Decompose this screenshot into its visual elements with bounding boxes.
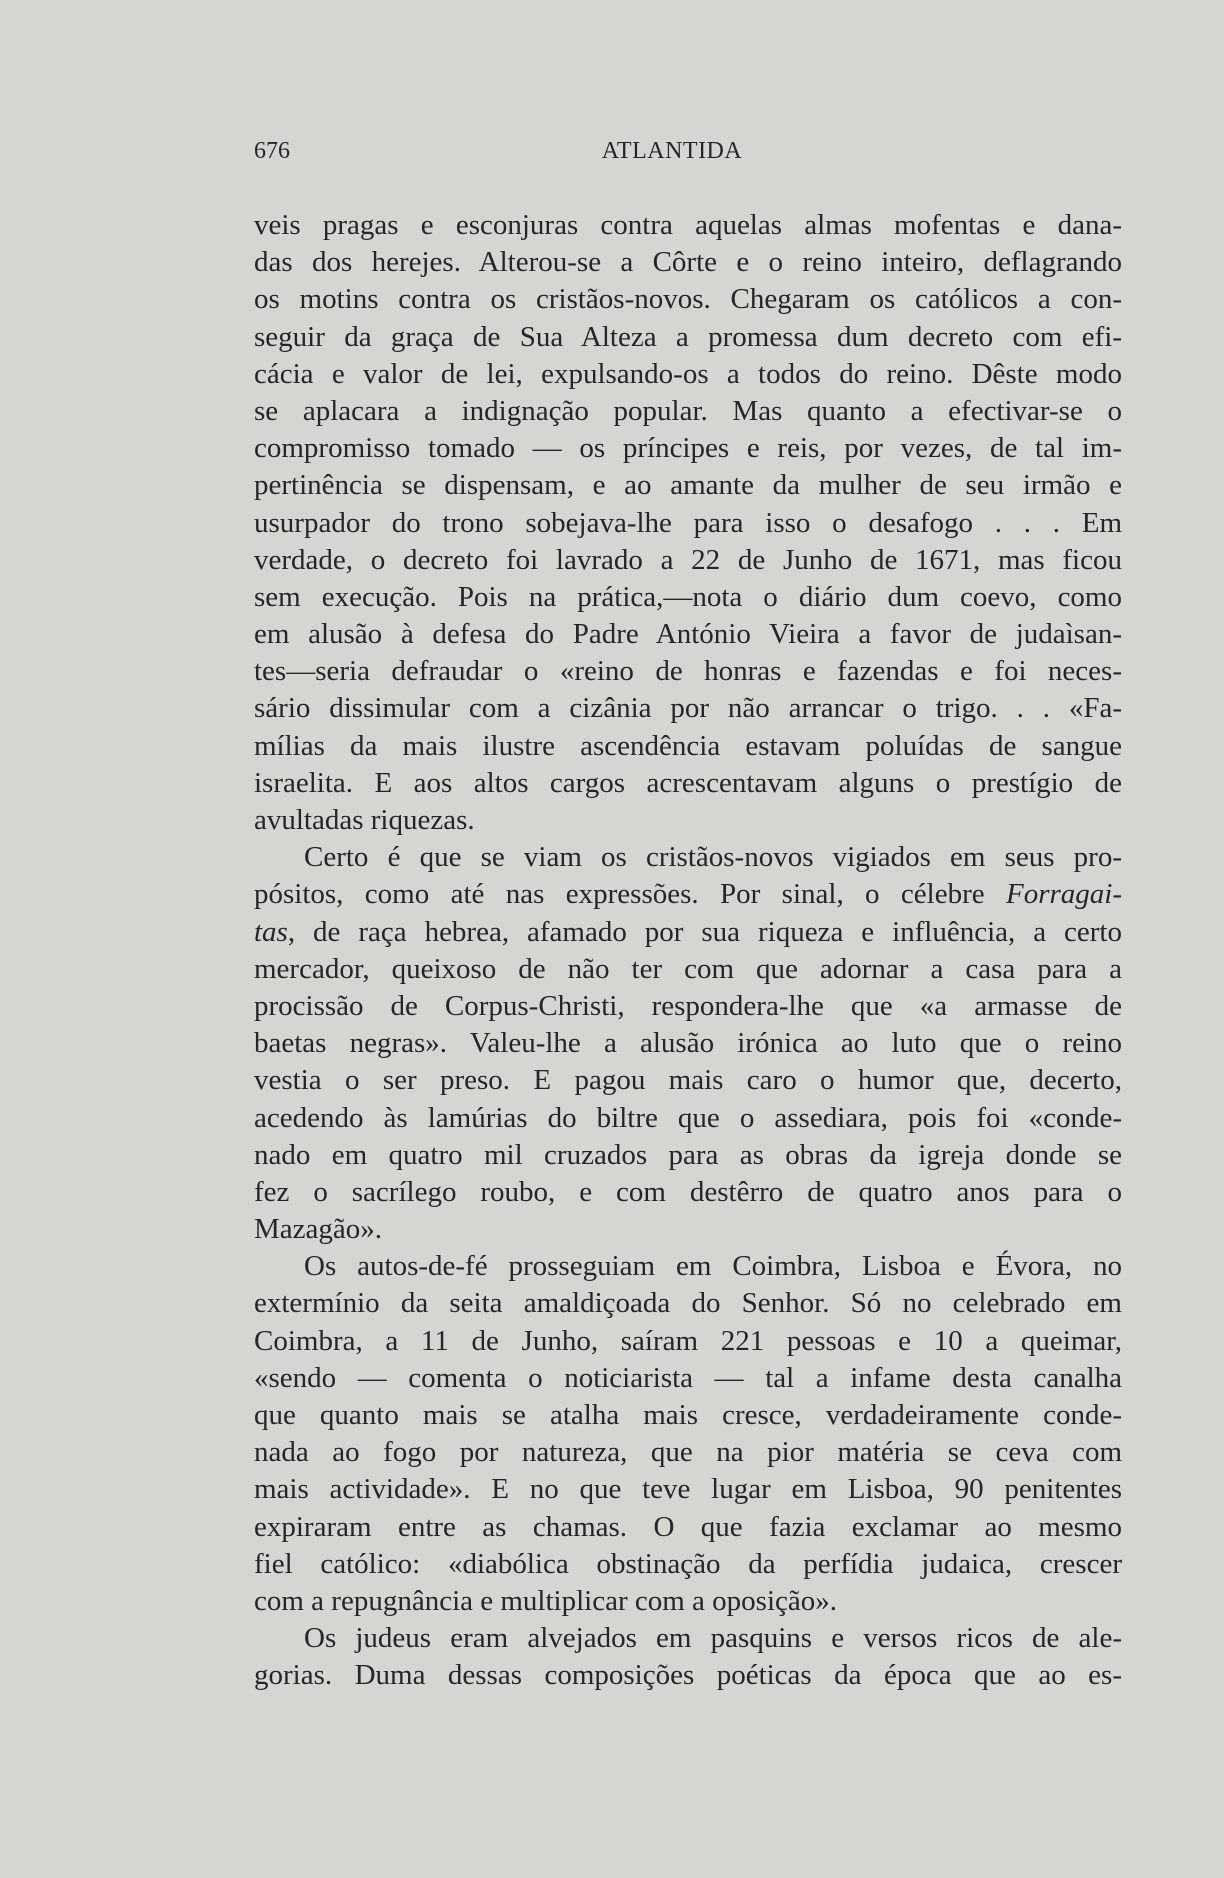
text-line — [254, 1657, 1122, 1694]
page-header — [254, 138, 1122, 170]
text-run: mais actividade». E no que teve lugar em Lisboa, 90 penitentes — [254, 1473, 1122, 1506]
text-line — [254, 393, 1122, 430]
text-run: seguir da graça de Sua Alteza a promessa dum decreto com efi- — [254, 320, 1122, 353]
text-run: veis pragas e esconjuras contra aquelas almas mofentas e dana- — [254, 209, 1122, 241]
text-run: mílias da mais ilustre ascendência estavam poluídas de sangue — [254, 729, 1122, 762]
text-line — [254, 1509, 1122, 1546]
text-line — [254, 1471, 1122, 1508]
text-run: mercador, queixoso de não ter com que adornar a casa para a — [254, 952, 1122, 985]
text-line — [254, 988, 1122, 1025]
running-title: ATLANTIDA — [601, 138, 743, 164]
text-line — [254, 914, 1122, 951]
text-run: nado em quatro mil cruzados para as obras da igreja donde se — [254, 1138, 1122, 1171]
text-line — [254, 319, 1122, 356]
text-line — [254, 1434, 1122, 1471]
text-line — [254, 505, 1122, 542]
text-line — [254, 1360, 1122, 1397]
text-run: fez o sacrílego roubo, e com destêrro de quatro anos para o — [254, 1175, 1122, 1208]
text-run: fiel católico: «diabólica obstinação da perfídia judaica, crescer — [254, 1547, 1122, 1580]
text-run: tes—seria defraudar o «reino de honras e fazendas e foi neces- — [254, 655, 1122, 688]
text-line — [254, 356, 1122, 393]
text-run: baetas negras». Valeu-lhe a alusão irónica ao luto que o reino — [254, 1027, 1122, 1060]
text-run: pósitos, como até nas expressões. Por sinal, o célebre — [254, 878, 1006, 911]
text-run: em alusão à defesa do Padre António Vieira a favor de judaìsan- — [254, 618, 1122, 651]
text-line — [254, 1285, 1122, 1322]
text-line — [254, 1546, 1122, 1583]
text-line — [254, 1100, 1122, 1137]
text-line — [254, 579, 1122, 616]
text-run: procissão de Corpus-Christi, respondera-lhe que «a armasse de — [254, 989, 1122, 1022]
text-run: se aplacara a indignação popular. Mas quanto a efectivar-se o — [254, 394, 1122, 427]
text-line — [254, 430, 1122, 467]
text-run: sem execução. Pois na prática,—nota o diário dum coevo, como — [254, 580, 1122, 613]
text-run: Os autos-de-fé prosseguiam em Coimbra, Lisboa e Évora, no — [304, 1250, 1122, 1283]
text-line — [254, 1397, 1122, 1434]
text-line — [254, 467, 1122, 504]
text-line — [254, 1323, 1122, 1360]
text-line — [254, 244, 1122, 281]
text-run: pertinência se dispensam, e ao amante da mulher de seu irmão e — [254, 469, 1122, 502]
text-run: os motins contra os cristãos-novos. Chegaram os católicos a con- — [254, 283, 1122, 316]
text-run: das dos herejes. Alterou-se a Côrte e o reino inteiro, deflagrando — [254, 246, 1122, 279]
text-run: que quanto mais se atalha mais cresce, verdadeiramente conde- — [254, 1399, 1122, 1431]
text-run: acedendo às lamúrias do biltre que o assediara, pois foi «conde- — [254, 1101, 1122, 1134]
text-line — [254, 653, 1122, 690]
text-line — [254, 728, 1122, 765]
text-run: , de raça hebrea, afamado por sua riqueza e influência, a certo — [287, 915, 1122, 948]
text-line — [254, 1248, 1122, 1285]
text-run: Os judeus eram alvejados em pasquins e versos ricos de ale- — [304, 1622, 1122, 1655]
text-run: sário dissimular com a cizânia por não arrancar o trigo. . . «Fa- — [254, 692, 1122, 725]
text-line — [254, 1062, 1122, 1099]
text-line — [254, 765, 1122, 802]
text-run: usurpador do trono sobejava-lhe para isso o desafogo . . . Em — [254, 506, 1122, 539]
text-line — [254, 876, 1122, 913]
text-run: Coimbra, a 11 de Junho, saíram 221 pessoas e 10 a queimar, — [254, 1324, 1122, 1357]
text-run: avultadas riquezas. — [254, 804, 475, 836]
text-line — [254, 1025, 1122, 1062]
text-line — [254, 802, 1122, 839]
text-run: expiraram entre as chamas. O que fazia exclamar ao mesmo — [254, 1510, 1122, 1543]
text-run: extermínio da seita amaldiçoada do Senhor. Só no celebrado em — [254, 1287, 1122, 1320]
text-run: com a repugnância e multiplicar com a oposição». — [254, 1584, 838, 1617]
text-body — [254, 207, 1122, 1695]
text-run: compromisso tomado — os príncipes e reis, por vezes, de tal im- — [254, 432, 1122, 465]
text-line — [254, 839, 1122, 876]
text-line — [254, 1174, 1122, 1211]
text-run: vestia o ser preso. E pagou mais caro o humor que, decerto, — [254, 1064, 1122, 1097]
text-line — [254, 1137, 1122, 1174]
text-run: gorias. Duma dessas composições poéticas da época que ao es- — [254, 1659, 1122, 1692]
page-number: 676 — [254, 138, 290, 164]
text-line — [254, 1583, 1122, 1620]
text-line — [254, 281, 1122, 318]
text-line — [254, 207, 1122, 244]
text-run: verdade, o decreto foi lavrado a 22 de Junho de 1671, mas ficou — [254, 543, 1122, 576]
text-line — [254, 1620, 1122, 1657]
text-run: Mazagão». — [254, 1213, 383, 1246]
text-run: israelita. E aos altos cargos acrescentavam alguns o prestígio de — [254, 766, 1122, 799]
text-line — [254, 542, 1122, 579]
text-run: cácia e valor de lei, expulsando-os a todos do reino. Dêste modo — [254, 357, 1122, 390]
text-line — [254, 690, 1122, 727]
text-run: Certo é que se viam os cristãos-novos vigiados em seus pro- — [304, 841, 1122, 874]
text-line — [254, 951, 1122, 988]
italic-text: tas — [254, 915, 288, 948]
text-run: nada ao fogo por natureza, que na pior matéria se ceva com — [254, 1436, 1122, 1469]
italic-text: Forragai- — [1006, 878, 1122, 911]
text-line — [254, 1211, 1122, 1248]
text-run: «sendo — comenta o noticiarista — tal a infame desta canalha — [254, 1361, 1122, 1394]
text-line — [254, 616, 1122, 653]
